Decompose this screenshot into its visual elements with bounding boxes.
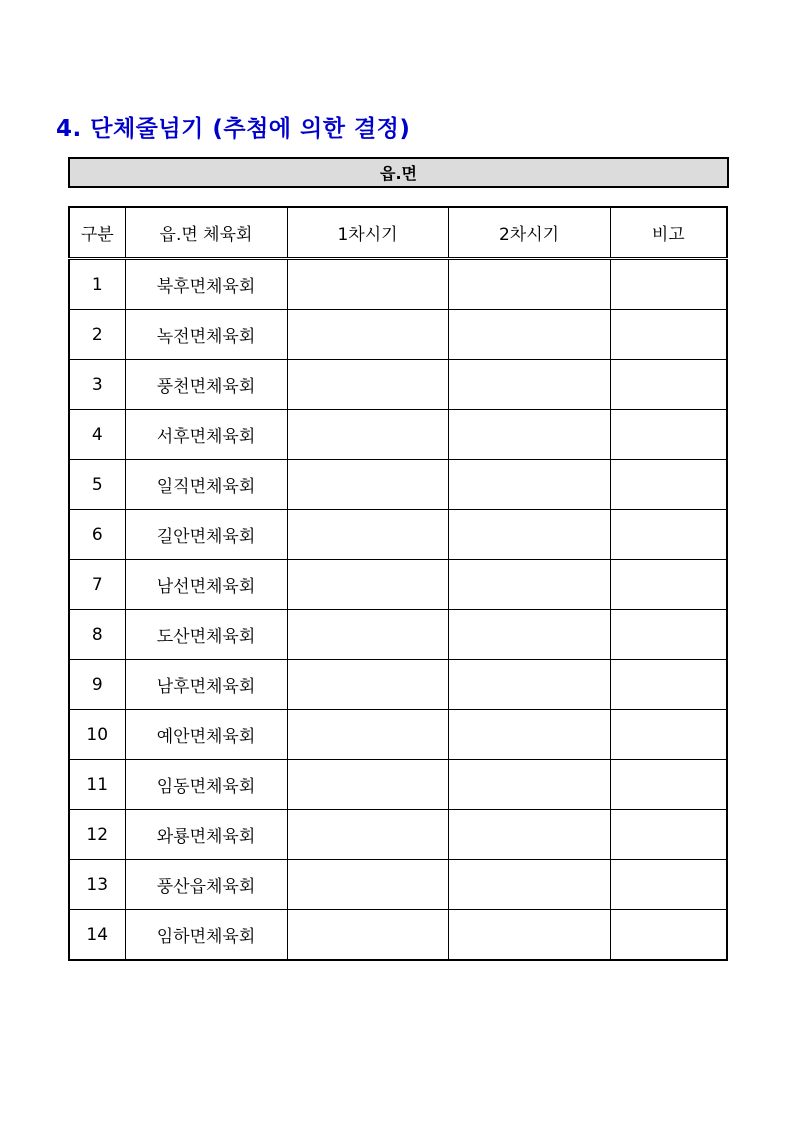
row-note bbox=[610, 860, 727, 910]
table-row bbox=[69, 710, 727, 760]
table-row bbox=[69, 560, 727, 610]
row-note bbox=[610, 460, 727, 510]
row-number: 9 bbox=[69, 660, 125, 710]
table-row bbox=[69, 910, 727, 961]
row-first-attempt bbox=[287, 310, 448, 360]
row-number: 7 bbox=[69, 560, 125, 610]
table-row bbox=[69, 410, 727, 460]
row-first-attempt bbox=[287, 760, 448, 810]
row-second-attempt bbox=[448, 810, 610, 860]
row-second-attempt bbox=[448, 460, 610, 510]
row-number: 8 bbox=[69, 610, 125, 660]
header-name: 읍.면 체육회 bbox=[125, 207, 287, 259]
row-number: 3 bbox=[69, 360, 125, 410]
row-number: 11 bbox=[69, 760, 125, 810]
row-club-name: 서후면체육회 bbox=[125, 410, 287, 460]
header-no: 구분 bbox=[69, 207, 125, 259]
row-first-attempt bbox=[287, 710, 448, 760]
row-note bbox=[610, 410, 727, 460]
row-club-name: 길안면체육회 bbox=[125, 510, 287, 560]
row-number: 14 bbox=[69, 910, 125, 961]
header-first-attempt: 1차시기 bbox=[287, 207, 448, 259]
table-header-row bbox=[69, 207, 727, 259]
row-first-attempt bbox=[287, 560, 448, 610]
row-note bbox=[610, 610, 727, 660]
roster-table bbox=[68, 206, 728, 961]
row-second-attempt bbox=[448, 710, 610, 760]
row-club-name: 도산면체육회 bbox=[125, 610, 287, 660]
row-note bbox=[610, 810, 727, 860]
table-row bbox=[69, 310, 727, 360]
table-row bbox=[69, 610, 727, 660]
table-row bbox=[69, 860, 727, 910]
row-first-attempt bbox=[287, 360, 448, 410]
row-number: 1 bbox=[69, 259, 125, 310]
row-first-attempt bbox=[287, 910, 448, 961]
banner-title: 읍.면 bbox=[68, 157, 729, 188]
table-body bbox=[69, 259, 727, 961]
row-first-attempt bbox=[287, 259, 448, 310]
table-row bbox=[69, 360, 727, 410]
row-number: 13 bbox=[69, 860, 125, 910]
header-second-attempt: 2차시기 bbox=[448, 207, 610, 259]
row-number: 6 bbox=[69, 510, 125, 560]
section-heading: 4. 단체줄넘기 (추첨에 의한 결정) bbox=[56, 116, 411, 142]
row-second-attempt bbox=[448, 510, 610, 560]
row-number: 4 bbox=[69, 410, 125, 460]
row-club-name: 임하면체육회 bbox=[125, 910, 287, 961]
row-second-attempt bbox=[448, 910, 610, 961]
table-row bbox=[69, 259, 727, 310]
row-club-name: 일직면체육회 bbox=[125, 460, 287, 510]
row-first-attempt bbox=[287, 610, 448, 660]
table-row bbox=[69, 660, 727, 710]
row-second-attempt bbox=[448, 410, 610, 460]
row-club-name: 남선면체육회 bbox=[125, 560, 287, 610]
row-number: 10 bbox=[69, 710, 125, 760]
row-number: 12 bbox=[69, 810, 125, 860]
table-row bbox=[69, 460, 727, 510]
row-first-attempt bbox=[287, 810, 448, 860]
row-second-attempt bbox=[448, 259, 610, 310]
row-first-attempt bbox=[287, 860, 448, 910]
row-number: 5 bbox=[69, 460, 125, 510]
row-club-name: 북후면체육회 bbox=[125, 259, 287, 310]
row-note bbox=[610, 360, 727, 410]
table-row bbox=[69, 760, 727, 810]
row-second-attempt bbox=[448, 560, 610, 610]
row-note bbox=[610, 760, 727, 810]
header-note: 비고 bbox=[610, 207, 727, 259]
row-note bbox=[610, 259, 727, 310]
table-row bbox=[69, 810, 727, 860]
row-first-attempt bbox=[287, 660, 448, 710]
row-second-attempt bbox=[448, 760, 610, 810]
row-first-attempt bbox=[287, 460, 448, 510]
row-club-name: 와룡면체육회 bbox=[125, 810, 287, 860]
row-second-attempt bbox=[448, 660, 610, 710]
row-second-attempt bbox=[448, 610, 610, 660]
row-first-attempt bbox=[287, 510, 448, 560]
row-second-attempt bbox=[448, 860, 610, 910]
row-club-name: 예안면체육회 bbox=[125, 710, 287, 760]
row-note bbox=[610, 910, 727, 961]
row-note bbox=[610, 660, 727, 710]
table-row bbox=[69, 510, 727, 560]
row-second-attempt bbox=[448, 360, 610, 410]
row-number: 2 bbox=[69, 310, 125, 360]
row-note bbox=[610, 710, 727, 760]
row-first-attempt bbox=[287, 410, 448, 460]
row-club-name: 남후면체육회 bbox=[125, 660, 287, 710]
row-second-attempt bbox=[448, 310, 610, 360]
row-club-name: 풍천면체육회 bbox=[125, 360, 287, 410]
row-note bbox=[610, 310, 727, 360]
row-club-name: 녹전면체육회 bbox=[125, 310, 287, 360]
row-note bbox=[610, 560, 727, 610]
row-club-name: 임동면체육회 bbox=[125, 760, 287, 810]
row-note bbox=[610, 510, 727, 560]
row-club-name: 풍산읍체육회 bbox=[125, 860, 287, 910]
